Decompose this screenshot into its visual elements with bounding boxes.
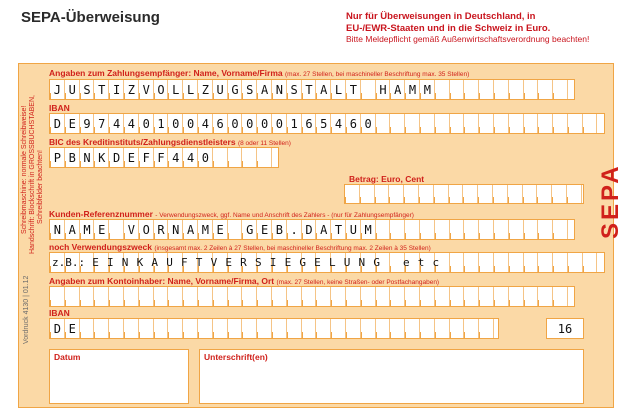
amount-cells bbox=[345, 185, 582, 203]
typed-char: V bbox=[142, 82, 150, 97]
typed-char: J bbox=[53, 82, 62, 97]
typed-char: D bbox=[53, 321, 62, 336]
check-code-value: 16 bbox=[557, 321, 573, 336]
comb-cell bbox=[389, 185, 404, 203]
typed-char: 0 bbox=[201, 150, 209, 165]
comb-cell bbox=[346, 287, 361, 306]
typed-char: M bbox=[408, 82, 417, 97]
comb-cell bbox=[435, 220, 450, 239]
transfer-form bbox=[18, 63, 624, 408]
typed-char: M bbox=[83, 222, 91, 237]
purpose-label: noch Verwendungszweck (insgesamt max. 2 Zeilen à 27 Stellen, bei maschineller Beschriftung max. 2 Zeilen à 35 Stellen) bbox=[49, 242, 431, 252]
side-text-2: Handschrift: Blockschrift in GROSSBUCHSTABEN, bbox=[29, 95, 36, 254]
comb-cell bbox=[228, 148, 243, 167]
purpose-value bbox=[50, 253, 443, 272]
typed-char: F bbox=[142, 150, 150, 165]
comb-cell bbox=[213, 148, 228, 167]
comb-cell bbox=[183, 287, 198, 306]
typed-char: B bbox=[275, 222, 283, 237]
comb-cell bbox=[168, 319, 183, 338]
comb-cell bbox=[420, 220, 435, 239]
typed-char: T bbox=[349, 82, 357, 97]
comb-cell bbox=[464, 220, 479, 239]
typed-char: U bbox=[343, 256, 351, 269]
typed-char: D bbox=[53, 116, 62, 131]
typed-char: M bbox=[364, 222, 372, 237]
comb-cell bbox=[420, 319, 435, 338]
comb-cell bbox=[450, 319, 465, 338]
comb-cell bbox=[109, 287, 124, 306]
typed-char: F bbox=[180, 256, 188, 269]
typed-char: O bbox=[142, 222, 150, 237]
comb-cell bbox=[553, 253, 568, 272]
typed-char: G bbox=[299, 256, 306, 269]
side-instructions bbox=[19, 64, 43, 407]
typed-char: S bbox=[246, 82, 254, 97]
comb-cell bbox=[464, 114, 479, 133]
comb-cell bbox=[154, 319, 169, 338]
typed-char: 4 bbox=[127, 116, 135, 131]
typed-char: 0 bbox=[142, 116, 150, 131]
typed-char: I bbox=[112, 82, 121, 97]
typed-char: O bbox=[157, 82, 165, 97]
comb-cell bbox=[168, 287, 183, 306]
typed-char: N bbox=[172, 222, 180, 237]
comb-cell bbox=[538, 253, 553, 272]
date-field[interactable] bbox=[49, 349, 189, 404]
comb-cell bbox=[80, 319, 95, 338]
typed-char: U bbox=[349, 222, 357, 237]
typed-char: T bbox=[305, 82, 313, 97]
purpose-text bbox=[88, 256, 443, 269]
signature-field[interactable] bbox=[199, 349, 584, 404]
typed-char: M bbox=[423, 82, 431, 97]
typed-char: A bbox=[151, 256, 159, 269]
comb-cell bbox=[376, 319, 391, 338]
comb-cell bbox=[390, 220, 405, 239]
comb-cell bbox=[302, 319, 317, 338]
sepa-logo-text: SEPA bbox=[597, 163, 624, 239]
typed-char: 4 bbox=[334, 116, 343, 131]
typed-char: . bbox=[290, 222, 298, 237]
comb-cell bbox=[376, 220, 391, 239]
comb-cell bbox=[567, 185, 582, 203]
comb-cell bbox=[420, 114, 435, 133]
typed-char: E bbox=[284, 256, 292, 269]
comb-cell bbox=[494, 253, 509, 272]
typed-char: T bbox=[195, 256, 203, 269]
typed-char: 0 bbox=[275, 116, 283, 131]
typed-char: T bbox=[334, 222, 343, 237]
typed-char: A bbox=[320, 82, 328, 97]
typed-char bbox=[109, 223, 124, 237]
typed-char: E bbox=[98, 222, 106, 237]
typed-char: 5 bbox=[320, 116, 328, 131]
iban-value bbox=[50, 114, 376, 133]
comb-cell bbox=[464, 80, 479, 99]
comb-cell bbox=[583, 114, 598, 133]
comb-cell bbox=[509, 80, 524, 99]
recipient-label: Angaben zum Zahlungsempfänger: Name, Vorname/Firma (max. 27 Stellen, bei maschineller Beschriftung max. 35 Stellen) bbox=[49, 68, 470, 78]
typed-char: P bbox=[53, 150, 62, 165]
comb-cell bbox=[316, 287, 331, 306]
comb-cell bbox=[345, 185, 360, 203]
comb-cell bbox=[583, 253, 598, 272]
comb-cell bbox=[405, 220, 420, 239]
comb-cell bbox=[331, 287, 346, 306]
payer-iban-field[interactable] bbox=[49, 318, 499, 339]
typed-char: 1 bbox=[157, 116, 165, 131]
comb-cell bbox=[553, 114, 568, 133]
typed-char: K bbox=[98, 150, 106, 165]
comb-cell bbox=[434, 185, 449, 203]
comb-cell bbox=[464, 287, 479, 306]
comb-cell bbox=[494, 220, 509, 239]
notice-line-1: Nur für Überweisungen in Deutschland, in bbox=[346, 11, 536, 22]
comb-cell bbox=[257, 287, 272, 306]
typed-char: A bbox=[68, 222, 76, 237]
comb-cell bbox=[538, 114, 553, 133]
comb-cell bbox=[463, 185, 478, 203]
comb-cell bbox=[316, 319, 331, 338]
typed-char: E bbox=[68, 116, 76, 131]
comb-cell bbox=[198, 319, 213, 338]
comb-cell bbox=[390, 287, 405, 306]
form-title: SEPA-Überweisung bbox=[21, 9, 160, 26]
comb-cell bbox=[376, 287, 391, 306]
typed-char: L bbox=[172, 82, 180, 97]
typed-char: A bbox=[394, 82, 402, 97]
comb-cell bbox=[479, 319, 494, 338]
notice-line-2: EU-/EWR-Staaten und in die Schweiz in Euro. bbox=[346, 22, 551, 34]
comb-cell bbox=[360, 185, 375, 203]
comb-cell bbox=[213, 319, 228, 338]
typed-char: t bbox=[417, 256, 425, 269]
comb-cell bbox=[124, 287, 139, 306]
comb-cell bbox=[524, 220, 539, 239]
comb-cell bbox=[272, 319, 287, 338]
comb-cell bbox=[65, 287, 80, 306]
comb-cell bbox=[538, 287, 553, 306]
comb-cell bbox=[390, 319, 405, 338]
comb-cell bbox=[287, 319, 302, 338]
purpose-field[interactable] bbox=[49, 252, 605, 273]
comb-cell bbox=[242, 287, 257, 306]
side-text-1: Schreibmaschine: normale Schreibweise! bbox=[21, 105, 28, 234]
reference-field[interactable] bbox=[49, 219, 575, 240]
iban-label: IBAN bbox=[49, 103, 70, 113]
check-code-field[interactable] bbox=[546, 318, 584, 339]
comb-cell bbox=[109, 319, 124, 338]
typed-char: T bbox=[98, 82, 106, 97]
comb-cell bbox=[524, 114, 539, 133]
typed-char: 9 bbox=[83, 116, 91, 131]
comb-cell bbox=[479, 220, 494, 239]
comb-cell bbox=[508, 185, 523, 203]
typed-char: V bbox=[127, 222, 135, 237]
typed-char: 4 bbox=[201, 116, 209, 131]
payer-iban-label: IBAN bbox=[49, 308, 70, 318]
payer-iban-value bbox=[50, 319, 80, 338]
comb-cell bbox=[213, 287, 228, 306]
typed-char: D bbox=[112, 150, 121, 165]
typed-char: 0 bbox=[231, 116, 239, 131]
comb-cell bbox=[493, 185, 508, 203]
comb-cell bbox=[228, 287, 243, 306]
typed-char: Z bbox=[201, 82, 209, 97]
comb-cell bbox=[450, 287, 465, 306]
typed-char: G bbox=[231, 82, 239, 97]
comb-cell bbox=[361, 287, 376, 306]
notice-text bbox=[346, 11, 626, 46]
comb-cell bbox=[494, 114, 509, 133]
typed-char: 0 bbox=[172, 116, 180, 131]
comb-cell bbox=[242, 148, 257, 167]
comb-cell bbox=[361, 319, 376, 338]
typed-char: 6 bbox=[349, 116, 357, 131]
recipient-field[interactable] bbox=[49, 79, 575, 100]
typed-char bbox=[384, 256, 399, 269]
comb-cell bbox=[464, 253, 479, 272]
comb-cell bbox=[552, 185, 567, 203]
comb-cell bbox=[479, 114, 494, 133]
comb-cell bbox=[479, 287, 494, 306]
comb-cell bbox=[405, 319, 420, 338]
bic-label: BIC des Kreditinstituts/Zahlungsdienstleisters (8 oder 11 Stellen) bbox=[49, 137, 291, 147]
account-holder-field[interactable] bbox=[49, 286, 575, 307]
recipient-value bbox=[50, 80, 435, 99]
typed-char: 6 bbox=[305, 116, 313, 131]
comb-cell bbox=[124, 319, 139, 338]
typed-char: e bbox=[402, 256, 410, 269]
typed-char bbox=[228, 223, 243, 237]
comb-cell bbox=[553, 220, 568, 239]
comb-cell bbox=[524, 287, 539, 306]
typed-char: N bbox=[83, 150, 91, 165]
comb-cell bbox=[479, 80, 494, 99]
comb-cell bbox=[272, 287, 287, 306]
typed-char: H bbox=[379, 82, 387, 97]
comb-cell bbox=[494, 80, 509, 99]
comb-cell bbox=[509, 114, 524, 133]
comb-cell bbox=[568, 253, 583, 272]
typed-char: S bbox=[254, 256, 262, 269]
comb-cell bbox=[376, 114, 391, 133]
comb-cell bbox=[404, 185, 419, 203]
typed-char: U bbox=[216, 82, 224, 97]
typed-char: A bbox=[186, 222, 195, 237]
typed-char: Z bbox=[127, 82, 135, 97]
typed-char: N bbox=[358, 256, 366, 269]
signature-label: Unterschrift(en) bbox=[204, 352, 268, 362]
comb-cell bbox=[183, 319, 198, 338]
comb-cell bbox=[524, 80, 539, 99]
comb-cell bbox=[375, 185, 390, 203]
comb-cell bbox=[331, 319, 346, 338]
iban-field[interactable] bbox=[49, 113, 605, 134]
typed-char: V bbox=[210, 256, 218, 269]
typed-char: K bbox=[136, 256, 144, 269]
comb-cell bbox=[450, 114, 465, 133]
typed-char: D bbox=[305, 222, 313, 237]
comb-cell bbox=[154, 287, 169, 306]
typed-char: E bbox=[68, 321, 76, 336]
comb-cell bbox=[94, 319, 109, 338]
typed-char: 1 bbox=[290, 116, 298, 131]
comb-cell bbox=[553, 287, 568, 306]
comb-cell bbox=[538, 80, 553, 99]
comb-cell bbox=[523, 185, 538, 203]
typed-char: c bbox=[432, 256, 440, 269]
typed-char: 7 bbox=[98, 116, 106, 131]
comb-cell bbox=[405, 287, 420, 306]
comb-cell bbox=[435, 114, 450, 133]
account-holder-cells bbox=[50, 287, 568, 306]
comb-cell bbox=[435, 287, 450, 306]
comb-cell bbox=[346, 319, 361, 338]
typed-char: E bbox=[314, 256, 321, 269]
typed-char: E bbox=[216, 222, 224, 237]
typed-char: I bbox=[269, 256, 277, 269]
typed-char: L bbox=[328, 256, 336, 269]
typed-char: F bbox=[157, 150, 165, 165]
typed-char: E bbox=[260, 222, 269, 237]
comb-cell bbox=[419, 185, 434, 203]
comb-cell bbox=[509, 253, 524, 272]
typed-char bbox=[361, 83, 376, 97]
typed-char: L bbox=[334, 82, 343, 97]
comb-cell bbox=[524, 253, 539, 272]
notice-line-3: Bitte Meldepflicht gemäß Außenwirtschaftsverordnung beachten! bbox=[346, 34, 590, 44]
comb-cell bbox=[139, 319, 154, 338]
typed-char: N bbox=[121, 256, 129, 269]
comb-cell bbox=[538, 220, 553, 239]
typed-char: U bbox=[166, 256, 173, 269]
comb-cell bbox=[242, 319, 257, 338]
payer-iban-cells bbox=[50, 319, 494, 338]
comb-cell bbox=[50, 287, 65, 306]
comb-cell bbox=[94, 287, 109, 306]
comb-cell bbox=[553, 80, 568, 99]
comb-cell bbox=[390, 114, 405, 133]
typed-char: I bbox=[107, 256, 114, 269]
comb-cell bbox=[478, 185, 493, 203]
comb-cell bbox=[287, 287, 302, 306]
typed-char: 6 bbox=[216, 116, 224, 131]
comb-cell bbox=[198, 287, 213, 306]
typed-char: G bbox=[373, 256, 380, 269]
typed-char: 4 bbox=[112, 116, 121, 131]
comb-cell bbox=[464, 319, 479, 338]
comb-cell bbox=[435, 319, 450, 338]
comb-cell bbox=[80, 287, 95, 306]
typed-char: G bbox=[246, 222, 254, 237]
comb-cell bbox=[257, 319, 272, 338]
comb-cell bbox=[405, 114, 420, 133]
typed-char: S bbox=[290, 82, 298, 97]
typed-char: U bbox=[68, 82, 76, 97]
date-label: Datum bbox=[54, 352, 81, 362]
comb-cell bbox=[450, 220, 465, 239]
typed-char: 4 bbox=[172, 150, 180, 165]
typed-char: R bbox=[157, 222, 165, 237]
typed-char: E bbox=[92, 256, 99, 269]
typed-char: A bbox=[320, 222, 328, 237]
comb-cell bbox=[257, 148, 272, 167]
purpose-prefix: z.B.: bbox=[52, 256, 86, 269]
typed-char: E bbox=[225, 256, 232, 269]
typed-char: R bbox=[240, 256, 247, 269]
comb-cell bbox=[568, 114, 583, 133]
comb-cell bbox=[509, 220, 524, 239]
comb-cell bbox=[450, 253, 465, 272]
comb-cell bbox=[449, 185, 464, 203]
typed-char: E bbox=[127, 150, 135, 165]
typed-char: B bbox=[68, 150, 76, 165]
typed-char: S bbox=[83, 82, 91, 97]
comb-cell bbox=[509, 287, 524, 306]
comb-cell bbox=[302, 287, 317, 306]
typed-char: 0 bbox=[246, 116, 254, 131]
typed-char: A bbox=[260, 82, 269, 97]
comb-cell bbox=[450, 80, 465, 99]
comb-cell bbox=[420, 287, 435, 306]
comb-cell bbox=[435, 80, 450, 99]
typed-char: L bbox=[186, 82, 195, 97]
typed-char: 0 bbox=[260, 116, 269, 131]
comb-cell bbox=[228, 319, 243, 338]
reference-value bbox=[50, 220, 376, 239]
amount-label: Betrag: Euro, Cent bbox=[349, 174, 425, 184]
bic-field[interactable] bbox=[49, 147, 279, 168]
comb-cell bbox=[479, 253, 494, 272]
bic-value bbox=[50, 148, 213, 167]
comb-cell bbox=[537, 185, 552, 203]
account-holder-label: Angaben zum Kontoinhaber: Name, Vorname/Firma, Ort (max. 27 Stellen, keine Straßen- oder Postfachangaben) bbox=[49, 276, 440, 286]
form-number: Vordruck 4130 | 01.12 bbox=[23, 275, 30, 344]
reference-label: Kunden-Referenznummer - Verwendungszweck, ggf. Name und Anschrift des Zahlers - (nur für Zahlungsempfänger) bbox=[49, 209, 414, 219]
amount-field[interactable] bbox=[344, 184, 584, 204]
typed-char: M bbox=[201, 222, 209, 237]
typed-char: 4 bbox=[186, 150, 195, 165]
typed-char: 0 bbox=[186, 116, 195, 131]
typed-char: N bbox=[53, 222, 62, 237]
comb-cell bbox=[494, 287, 509, 306]
side-text-3: Schreibfelder beachten! bbox=[37, 150, 44, 224]
comb-cell bbox=[139, 287, 154, 306]
typed-char: N bbox=[275, 82, 283, 97]
typed-char: 0 bbox=[364, 116, 372, 131]
